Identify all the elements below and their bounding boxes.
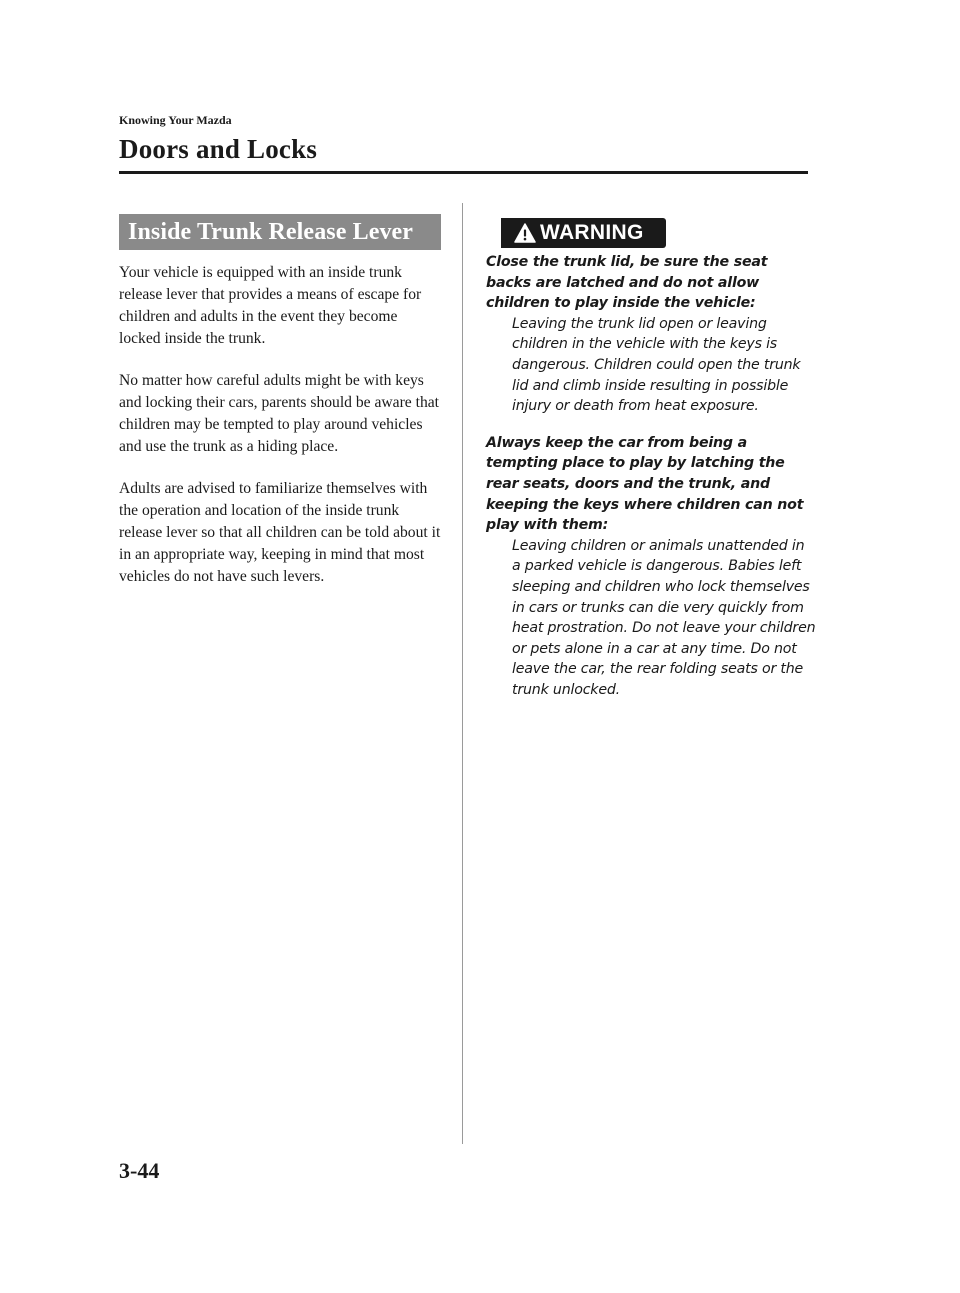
warning-body: Leaving children or animals unattended in a parked vehicle is dangerous. Babies left sleeping and children who lock themselves in cars or trunks can die very quickly from heat prostration. Do not leave your children or pets alone in a car at any time. Do not leave the car, the rear folding seats or the trunk unlocked. <box>512 537 816 698</box>
warning-body: Leaving the trunk lid open or leaving children in the vehicle with the keys is dangerous. Children could open the trunk lid and climb inside resulting in possible injury or death from heat exposure. <box>512 315 801 415</box>
warning-box <box>486 218 816 700</box>
header-rule <box>119 171 808 174</box>
page-header <box>119 112 809 166</box>
section-heading: Inside Trunk Release Lever <box>119 214 441 250</box>
page-number: 3-44 <box>119 1158 160 1183</box>
page-title: Doors and Locks <box>119 134 318 164</box>
warning-badge <box>501 218 666 248</box>
body-paragraph: Adults are advised to familiarize themselves with the operation and location of the inside trunk release lever so that all children can be told about it in an appropriate way, keeping in mind that most vehicles do not have such levers. <box>119 480 441 585</box>
body-paragraph: Your vehicle is equipped with an inside trunk release lever that provides a means of escape for children and adults in the event they become locked inside the trunk. <box>119 264 422 347</box>
warning-block <box>486 433 816 701</box>
body-paragraph: No matter how careful adults might be with keys and locking their cars, parents should be aware that children may be tempted to play around vehicles and use the trunk as a hiding place. <box>119 372 439 455</box>
warning-heading: Always keep the car from being a tempting place to play by latching the rear seats, doors and the trunk, and keeping the keys where children can not play with them: <box>486 434 804 534</box>
left-column <box>119 214 441 588</box>
section-name: Knowing Your Mazda <box>119 113 232 127</box>
warning-triangle-icon <box>514 223 536 243</box>
warning-label: WARNING <box>540 221 644 244</box>
warning-heading: Close the trunk lid, be sure the seat backs are latched and do not allow children to play inside the vehicle: <box>486 254 768 312</box>
warning-block <box>486 252 816 417</box>
column-divider <box>462 203 463 1144</box>
